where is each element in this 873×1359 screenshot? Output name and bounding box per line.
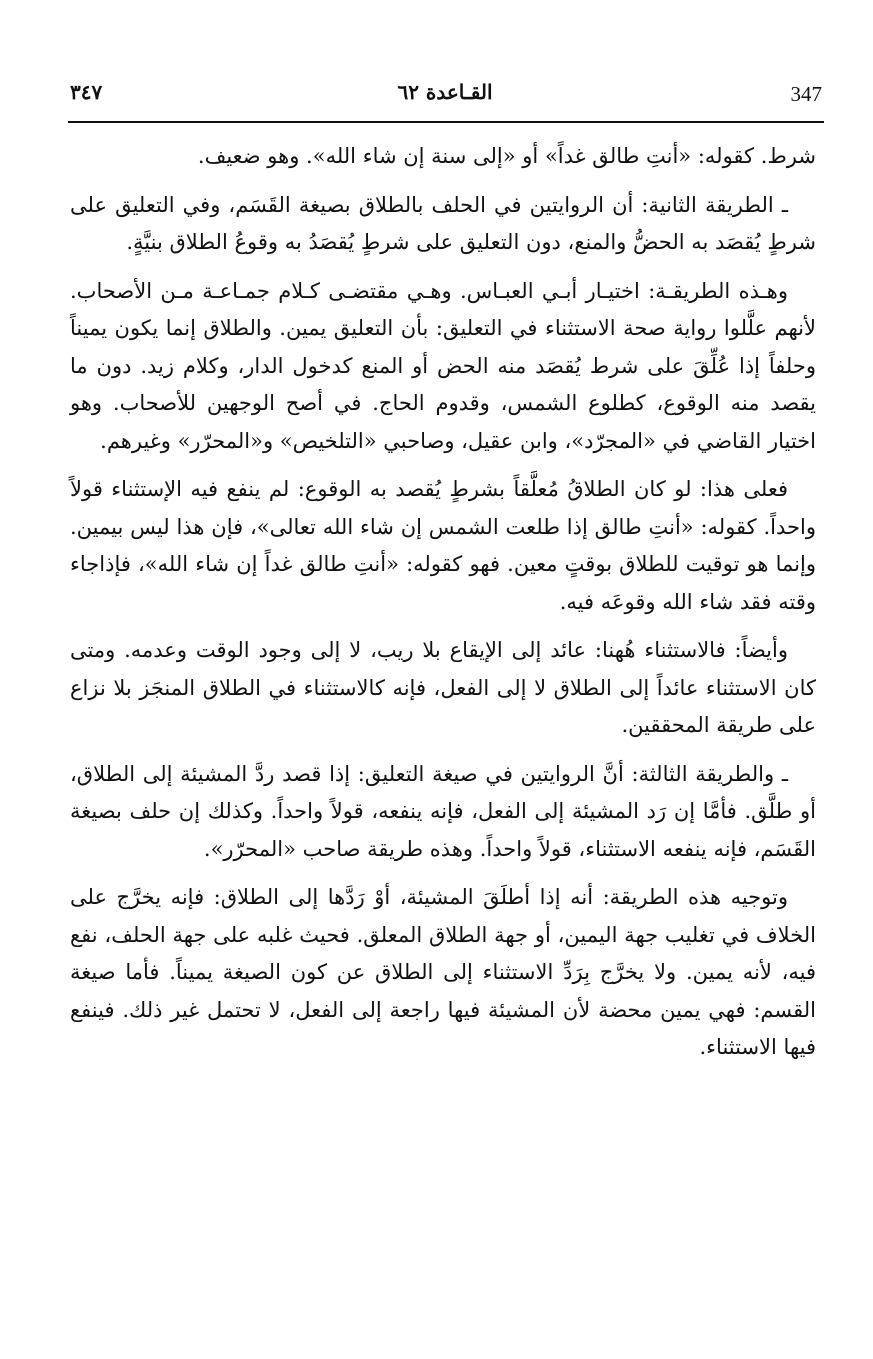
- page-number-arabic: ٣٤٧: [70, 80, 103, 104]
- paragraph-1: شرط. كقوله: «أنتِ طالق غداً» أو «إلى سنة إن شاء الله». وهو ضعيف.: [197, 144, 816, 168]
- paragraph-6: ـ والطريقة الثالثة: أنَّ الروايتين في صيغة التعليق: إذا قصد ردَّ المشيئة إلى الطلاق، أو طلَّق. فأمَّا إن رَد المشيئة إلى الفعل، فإنه ينفعه، قولاً واحداً. وكذلك إن حلف بصيغة القَسَم، فإنه ينفعه الاستثناء، قولاً واحداً. وهذه طريقة صاحب «المحرّر».: [70, 761, 816, 861]
- paragraph-5: وأيضاً: فالاستثناء هُهنا: عائد إلى الإيقاع بلا ريب، لا إلى وجود الوقت وعدمه. ومتى كان الاستثناء عائداً إلى الطلاق لا إلى الفعل، فإنه كالاستثناء في الطلاق المنجَز بلا نزاع على طريقة المحققين.: [70, 638, 816, 737]
- paragraph-3: وهـذه الطريقـة: اختيـار أبـي العبـاس. وهـي مقتضـى كـلام جمـاعـة مـن الأصحاب. لأنهم علَّلوا رواية صحة الاستثناء في التعليق: بأن التعليق يمين. والطلاق إنما يكون يميناً وحلفاً إذا عُلِّقَ على شرط يُقصَد منه الحض أو المنع كدخول الدار، وكلام زيد. دون ما يقصد منه الوقوع، كطلوع الشمس، وقدوم الحاج. في أصح الوجهين للأصحاب. وهو اختيار القاضي في «المجرّد»، وابن عقيل، وصاحبي «التلخيص» و«المحرّر» وغيرهم.: [70, 278, 816, 453]
- header-rule: [68, 121, 824, 123]
- running-title: القـاعدة ٦٢: [397, 80, 493, 104]
- paragraph-7: وتوجيه هذه الطريقة: أنه إذا أطلَقَ المشيئة، أوْ رَدَّها إلى الطلاق: فإنه يخرَّج على الخلاف في تغليب جهة اليمين، أو جهة الطلاق المعلق. فحيث غلبه على جهة الحلف، نفع فيه، لأنه يمين. ولا يخرَّج بِرَدِّ الاستثناء إلى الطلاق عن كون الصيغة يميناً. فأما صيغة القسم: فهي يمين محضة لأن المشيئة فيها راجعة إلى الفعل، لا تحتمل غير ذلك. فينفع فيها الاستثناء.: [70, 885, 816, 1059]
- page-number-latin: 347: [790, 82, 822, 106]
- page-body: [70, 138, 816, 1078]
- page-header: [68, 80, 822, 114]
- paragraph-4: فعلى هذا: لو كان الطلاقُ مُعلَّقاً بشرطٍ يُقصد به الوقوع: لم ينفع فيه الإستثناء قولاً واحداً. كقوله: «أنتِ طالق إذا طلعت الشمس إن شاء الله تعالى»، فإن هذا ليس بيمين. وإنما هو توقيت للطلاق بوقتٍ معين. فهو كقوله: «أنتِ طالق غداً إن شاء الله»، فإذاجاء وقته فقد شاء الله وقوعَه فيه.: [70, 477, 816, 614]
- paragraph-2: ـ الطريقة الثانية: أن الروايتين في الحلف بالطلاق بصيغة القَسَم، وفي التعليق على شرطٍ يُقصَد به الحضُّ والمنع، دون التعليق على شرطٍ يُقصَدُ به وقوعُ الطلاق بنيَّةٍ.: [70, 192, 816, 254]
